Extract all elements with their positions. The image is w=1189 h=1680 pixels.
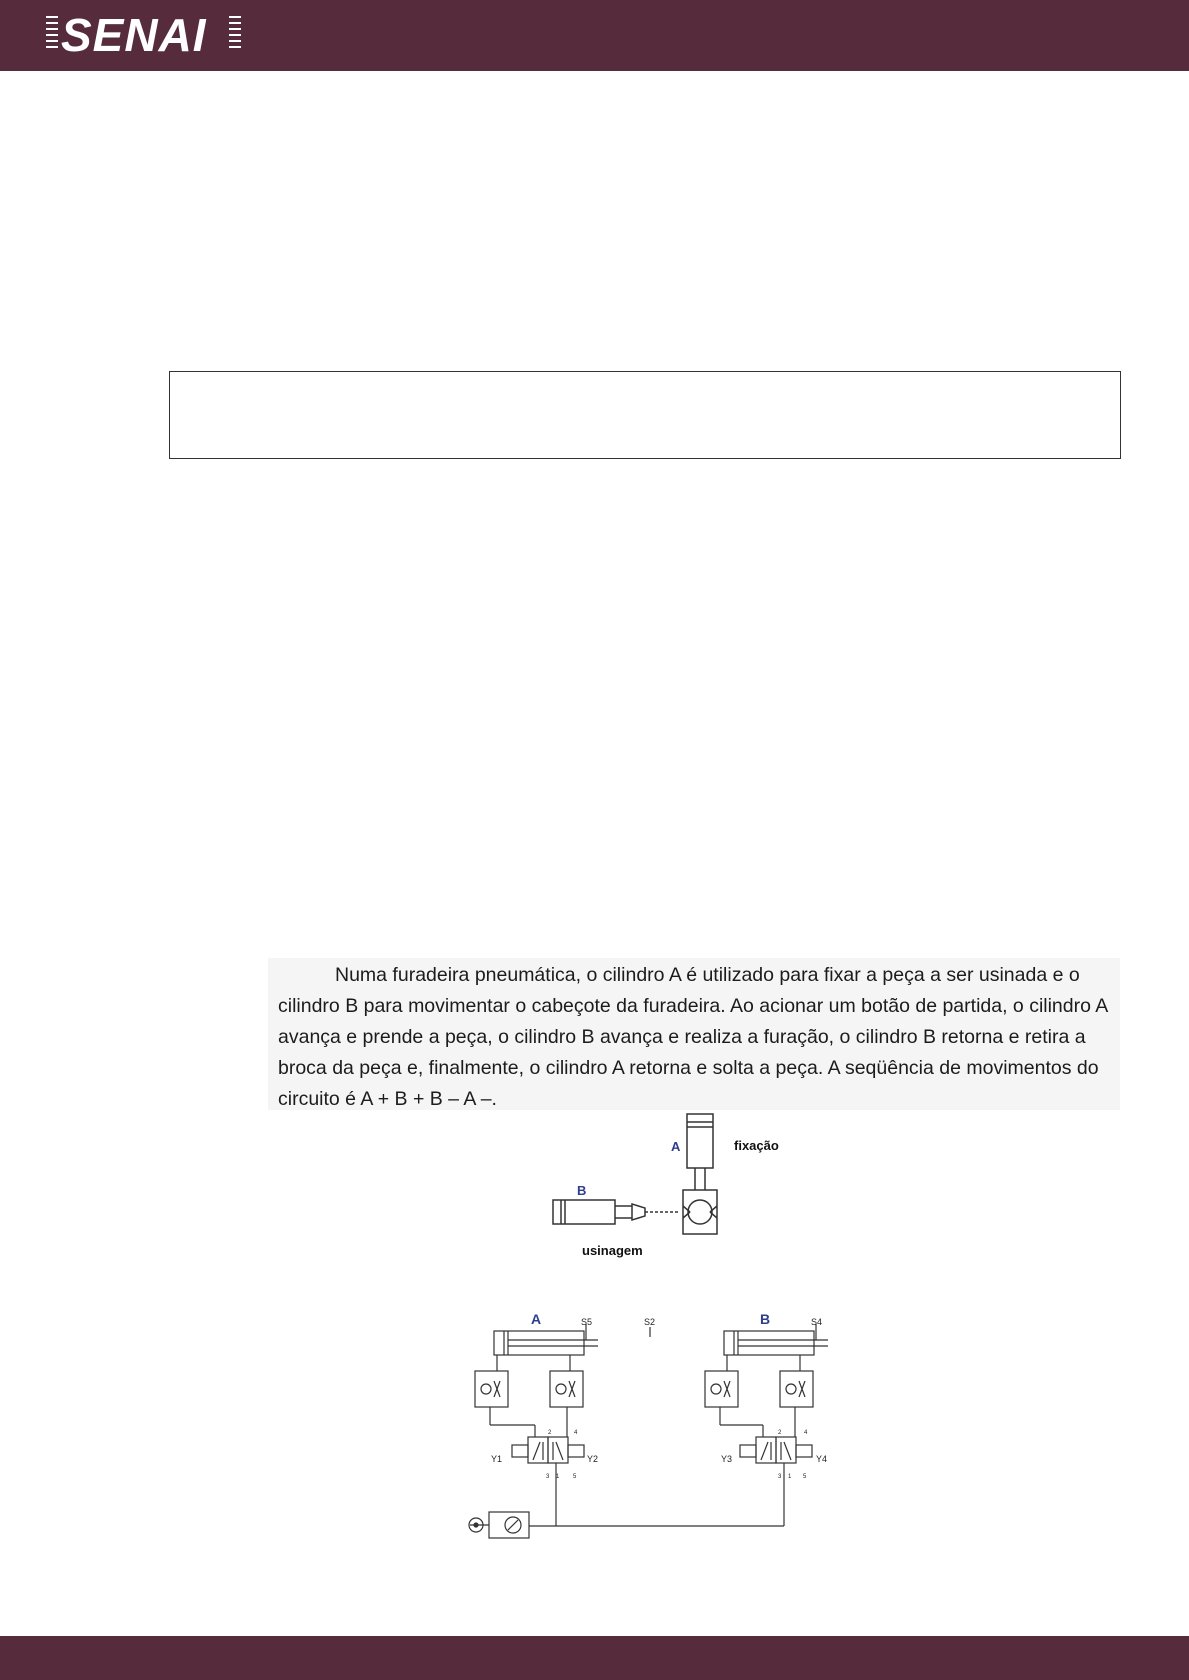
port-b-3: 3 xyxy=(778,1474,782,1480)
solenoid-y2 xyxy=(568,1445,584,1457)
port-a-4: 4 xyxy=(574,1430,578,1436)
label-y1: Y1 xyxy=(491,1454,503,1464)
cylinder-b-body xyxy=(553,1200,615,1224)
label-s2: S2 xyxy=(644,1317,656,1327)
port-b-2: 2 xyxy=(778,1430,782,1436)
port-a-5: 5 xyxy=(573,1474,577,1480)
air-service-unit xyxy=(489,1512,529,1538)
label-y4: Y4 xyxy=(816,1454,828,1464)
task-paragraph: Numa furadeira pneumática, o cilindro A é utilizado para fixar a peça a ser usinada e o cilindro B para movimentar o cabeçote da furadeira. Ao acionar um botão de partida, o cilindro A avança e prende a peça, o cilindro B avança e realiza a furação, o cilindro B retorna e retira a broca da peça e, finalmente, o cilindro A retorna e solta a peça. A seqüência de movimentos do circuito é A + B + B – A –. xyxy=(278,964,1108,1110)
label-fixacao: fixação xyxy=(734,1138,779,1153)
machine-sketch xyxy=(553,1114,717,1234)
circuit-schematic xyxy=(469,1324,828,1538)
label-s5: S5 xyxy=(581,1317,593,1327)
port-a-1: 1 xyxy=(556,1474,560,1480)
valve-a-right xyxy=(548,1437,568,1463)
label-s4: S4 xyxy=(811,1317,823,1327)
port-a-3: 3 xyxy=(546,1474,550,1480)
port-a-2: 2 xyxy=(548,1430,552,1436)
solenoid-y3 xyxy=(740,1445,756,1457)
valve-a-left xyxy=(528,1437,548,1463)
workpiece xyxy=(688,1200,712,1224)
port-b-5: 5 xyxy=(803,1474,807,1480)
valve-b-right xyxy=(776,1437,796,1463)
footer-bar xyxy=(0,1636,1189,1680)
valve-b-left xyxy=(756,1437,776,1463)
solenoid-y1 xyxy=(512,1445,528,1457)
label-y2: Y2 xyxy=(587,1454,599,1464)
label-y3: Y3 xyxy=(721,1454,733,1464)
label-usinagem: usinagem xyxy=(582,1243,643,1258)
machine-label-a: A xyxy=(671,1139,681,1154)
port-b-4: 4 xyxy=(804,1430,808,1436)
logo-text: SENAI xyxy=(61,9,207,61)
port-b-1: 1 xyxy=(788,1474,792,1480)
machine-label-b: B xyxy=(577,1183,587,1198)
circuit-label-b: B xyxy=(760,1311,771,1327)
drill-chuck xyxy=(632,1204,645,1220)
circuit-label-a: A xyxy=(531,1311,542,1327)
solenoid-y4 xyxy=(796,1445,812,1457)
